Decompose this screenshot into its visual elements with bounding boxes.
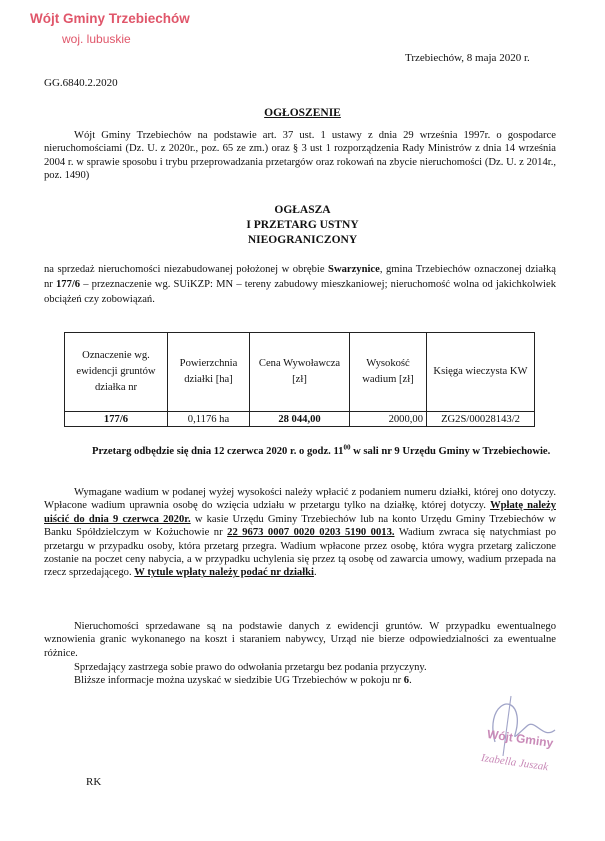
notice-information-text: Bliższe informacje można uzyskać w siedzibie UG Trzebiechów w pokoju nr	[74, 675, 404, 686]
bank-account-number: 22 9673 0007 0020 0203 5190 0013.	[227, 527, 395, 539]
announce-line3: NIEOGRANICZONY	[247, 234, 358, 246]
intro-paragraph: Wójt Gminy Trzebiechów na podstawie art. 37 ust. 1 ustawy z dnia 29 września 1997r. o gospodarce nieruchomościami (Dz. U. z 2020r., poz. 65 ze zm.) oraz § 3 ust 1 rozporządzenia Rady Ministrów z dnia 14 września 2004 r. w sprawie sposobu i trybu przeprowadzania przetargów oraz rokowań na zbycie nieruchomości (Dz. U. z 2014r., poz. 1490)	[44, 130, 556, 182]
deposit-text-f: .	[314, 567, 317, 579]
deposit-paragraph	[44, 486, 556, 580]
header-plot: Oznaczenie wg. ewidencji gruntów działka nr	[65, 333, 168, 412]
payment-title-note: W tytule wpłaty należy podać nr działki	[134, 567, 314, 579]
document-title-text: OGŁOSZENIE	[264, 107, 341, 119]
stamp-province: woj. lubuskie	[62, 32, 131, 46]
auction-text: Przetarg odbędzie się dnia 12 czerwca 2020 r. o godz. 11	[92, 446, 344, 457]
document-title	[0, 107, 605, 120]
cell-area: 0,1176 ha	[168, 412, 250, 427]
room-number: 6	[403, 675, 410, 686]
signature-stamp-name: Izabella Juszak	[480, 752, 549, 774]
cell-deposit: 2000,00	[350, 412, 427, 427]
auction-date-paragraph	[74, 445, 554, 458]
sale-text-3: – przeznaczenie wg. SUiKZP: MN – tereny zabudowy mieszkaniowej; nieruchomość wolna od jakichkolwiek obciążeń czy zobowiązań.	[44, 279, 556, 305]
announce-line2: I PRZETARG USTNY	[246, 219, 359, 231]
cell-land-register: ZG2S/00028143/2	[427, 412, 535, 427]
deposit-text-d: Wadium zwraca się natychmiast po przetargu w przypadku osoby, która przetarg przegra. Wadium wpłacone przez osobę, która wygra przetarg zaliczone zostanie na poczet ceny nabycia, a w przypadku uchylenia się przez tą osobę od zawarcia umowy, wadium przepada na rzecz sprzedającego.	[44, 527, 556, 579]
deposit-deadline: Wpłatę należy uiścić do dnia 9 czerwca 2020r.	[44, 500, 556, 525]
notice-cancellation: Sprzedający zastrzega sobie prawo do odwołania przetargu bez podania przyczyny.	[74, 662, 427, 673]
cell-plot: 177/6	[65, 412, 168, 427]
announce-line1: OGŁASZA	[274, 204, 331, 216]
plot-number: 177/6	[55, 279, 81, 290]
deposit-text-a: Wymagane wadium w podanej wyżej wysokości należy wpłacić z podaniem numeru działki, której ono dotyczy. Wpłacone wadium uprawnia osobę do wzięcia udziału w przetargu tylko na działkę, której dotyczy.	[44, 487, 556, 512]
cell-price: 28 044,00	[250, 412, 350, 427]
place-date: Trzebiechów, 8 maja 2020 r.	[405, 52, 530, 64]
sale-text-1: na sprzedaż nieruchomości niezabudowanej położonej w obrębie	[44, 264, 325, 275]
header-price: Cena Wywoławcza [zł]	[250, 333, 350, 412]
notice-land-records: Nieruchomości sprzedawane są na podstawie danych z ewidencji gruntów. W przypadku ewentualnego wznowienia granic wykonanego na koszt i staraniem nabywcy, Urząd nie bierze odpowiedzialności za ewentualne różnice.	[44, 621, 556, 659]
table-header-row	[65, 333, 535, 412]
signature-stamp-title: Wójt Gminy	[486, 727, 555, 751]
header-land-register: Księga wieczysta KW	[427, 333, 535, 412]
header-deposit: Wysokość wadium [zł]	[350, 333, 427, 412]
table-row	[65, 412, 535, 427]
header-area: Powierzchnia działki [ha]	[168, 333, 250, 412]
reference-number: GG.6840.2.2020	[44, 77, 118, 89]
sale-paragraph	[44, 262, 556, 307]
deposit-text-c: w kasie Urzędu Gminy Trzebiechów lub na konto Urzędu Gminy Trzebiechów w Banku Spółdzielczym w Kożuchowie nr	[44, 513, 556, 539]
auction-hour-minutes: 00	[343, 443, 351, 452]
author-initials: RK	[86, 776, 102, 788]
property-table	[64, 332, 535, 427]
stamp-office-name: Wójt Gminy Trzebiechów	[30, 11, 190, 26]
notice-information-end: .	[409, 675, 412, 686]
sale-text-2: , gmina Trzebiechów oznaczonej działką nr	[44, 264, 556, 290]
auction-text-2: w sali nr 9 Urzędu Gminy w Trzebiechowie.	[350, 446, 551, 457]
village-name: Swarzynice	[328, 264, 380, 275]
